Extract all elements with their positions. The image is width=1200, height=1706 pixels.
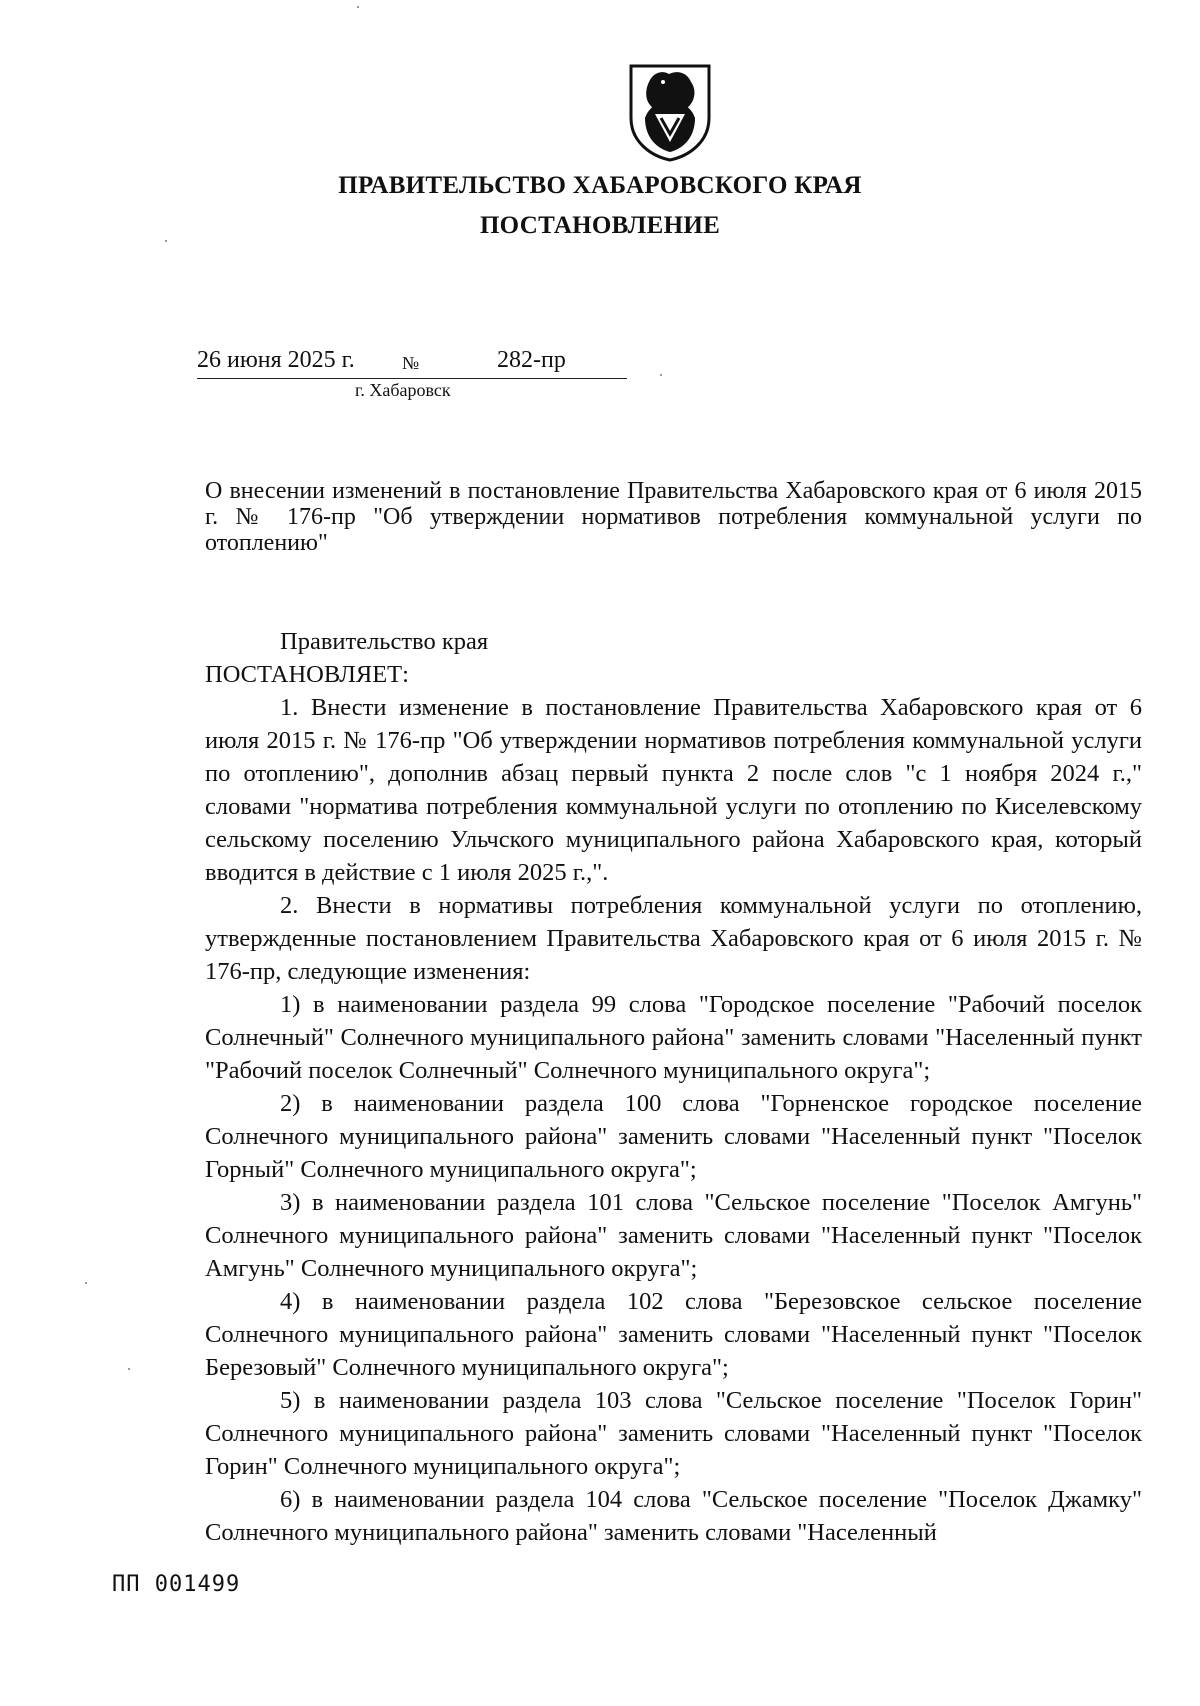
resolves-line: ПОСТАНОВЛЯЕТ:: [205, 661, 409, 688]
paragraph: 5) в наименовании раздела 103 слова "Сельское поселение "Поселок Горин" Солнечного муниципального района" заменить словами "Населенный пункт "Поселок Горин" Солнечного муниципального округа";: [205, 1387, 1142, 1480]
number-sign: №: [402, 353, 420, 373]
paragraph: 3) в наименовании раздела 101 слова "Сельское поселение "Поселок Амгунь" Солнечного муниципального района" заменить словами "Населенный пункт "Поселок Амгунь" Солнечного муниципального округа";: [205, 1189, 1142, 1282]
document-body: [205, 625, 1142, 1549]
document-type: ПОСТАНОВЛЕНИЕ: [479, 212, 721, 239]
coat-of-arms-icon: [627, 62, 713, 162]
page-code: ПП 001499: [112, 1572, 241, 1597]
document-requisites: [197, 345, 627, 379]
document-subject: О внесении изменений в постановление Правительства Хабаровского края от 6 июля 2015 г. № 176-пр "Об утверждении нормативов потребления коммунальной услуги по отоплению": [205, 478, 1142, 556]
scan-speck: [128, 1368, 130, 1370]
scan-speck: [165, 240, 167, 242]
paragraph: 2. Внести в нормативы потребления коммунальной услуги по отоплению, утвержденные постановлением Правительства Хабаровского края от 6 июля 2015 г. № 176-пр, следующие изменения:: [205, 892, 1142, 985]
paragraph: 2) в наименовании раздела 100 слова "Горненское городское поселение Солнечного муниципального района" заменить словами "Населенный пункт "Поселок Горный" Солнечного муниципального округа";: [205, 1090, 1142, 1183]
scan-speck: [660, 374, 662, 376]
paragraph: 1. Внести изменение в постановление Правительства Хабаровского края от 6 июля 2015 г. № 176-пр "Об утверждении нормативов потребления коммунальной услуги по отоплению", дополнив абзац первый пункта 2 после слов "с 1 ноября 2024 г.," словами "норматива потребления коммунальной услуги по отоплению по Киселевскому сельскому поселению Ульчского муниципального района Хабаровского края, который вводится в действие с 1 июля 2025 г.,".: [205, 694, 1142, 886]
paragraph: 4) в наименовании раздела 102 слова "Березовское сельское поселение Солнечного муниципального района" заменить словами "Населенный пункт "Поселок Березовый" Солнечного муниципального округа";: [205, 1288, 1142, 1381]
document-city: г. Хабаровск: [355, 380, 451, 400]
document-date: 26 июня 2025 г.: [197, 347, 355, 373]
intro-line: Правительство края: [280, 628, 489, 655]
paragraph: 6) в наименовании раздела 104 слова "Сельское поселение "Поселок Джамку" Солнечного муниципального района" заменить словами "Населенный: [205, 1486, 1142, 1546]
scan-speck: [357, 6, 359, 8]
paragraph: 1) в наименовании раздела 99 слова "Городское поселение "Рабочий поселок Солнечный" Солнечного муниципального района" заменить словами "Населенный пункт "Рабочий поселок Солнечный" Солнечного муниципального округа";: [205, 991, 1142, 1084]
document-number: 282-пр: [497, 347, 566, 373]
scan-speck: [85, 1282, 87, 1284]
government-name: ПРАВИТЕЛЬСТВО ХАБАРОВСКОГО КРАЯ: [338, 172, 862, 199]
